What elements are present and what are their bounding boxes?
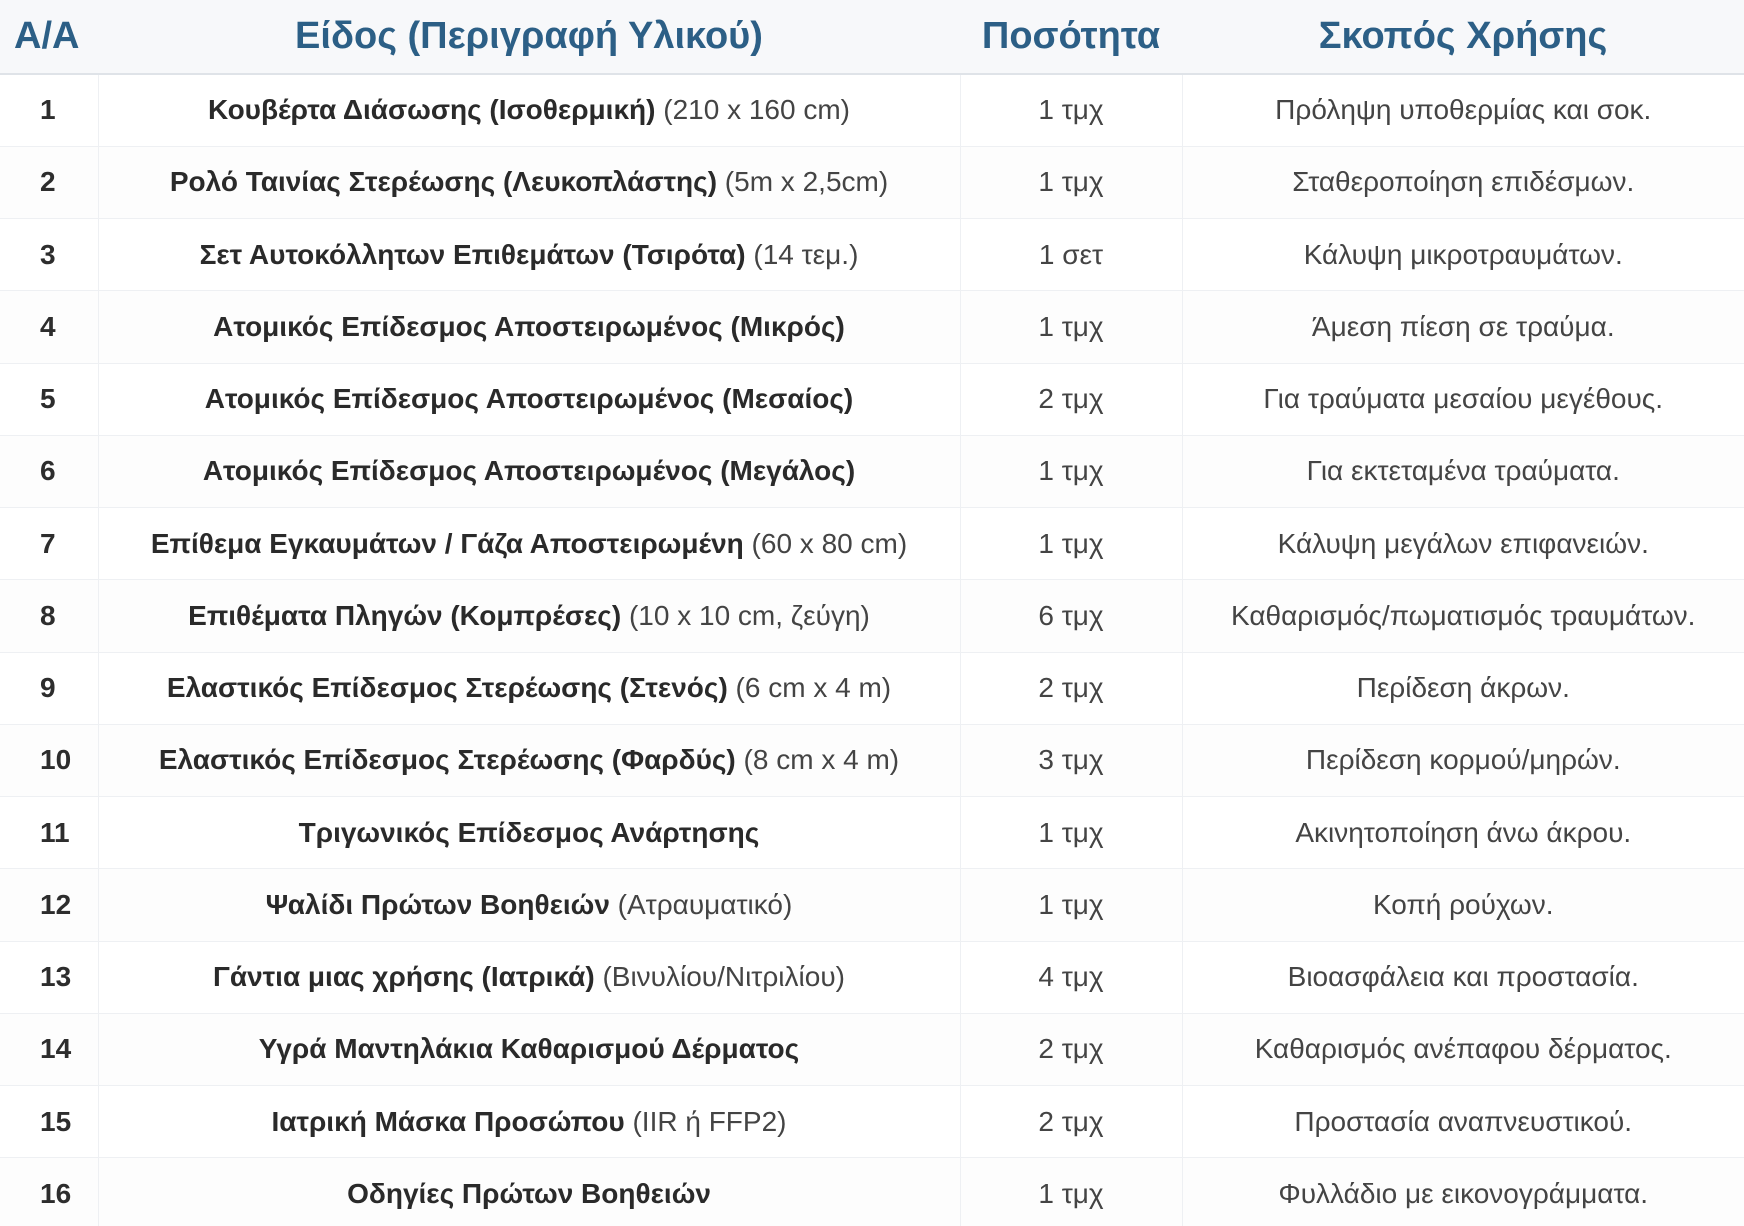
row-number: 9	[0, 652, 98, 724]
item-description-cell	[98, 1013, 960, 1085]
item-detail: (10 x 10 cm, ζεύγη)	[621, 599, 870, 631]
item-quantity: 1 τμχ	[960, 797, 1182, 869]
item-name: Ελαστικός Επίδεσμος Στερέωσης (Φαρδύς)	[158, 744, 736, 776]
item-quantity: 2 τμχ	[960, 652, 1182, 724]
row-number: 3	[0, 219, 98, 291]
table-row	[0, 219, 1744, 291]
item-purpose: Φυλλάδιο με εικονογράμματα.	[1182, 1158, 1744, 1226]
table-row	[0, 363, 1744, 435]
item-name: Ελαστικός Επίδεσμος Στερέωσης (Στενός)	[166, 672, 728, 704]
item-quantity: 3 τμχ	[960, 724, 1182, 796]
table-header	[0, 0, 1744, 74]
item-description-cell	[98, 724, 960, 796]
item-detail: (60 x 80 cm)	[743, 527, 908, 559]
item-purpose: Για τραύματα μεσαίου μεγέθους.	[1182, 363, 1744, 435]
item-quantity: 1 τμχ	[960, 291, 1182, 363]
row-number: 15	[0, 1086, 98, 1158]
item-detail: (Ατραυματικό)	[609, 888, 793, 920]
item-quantity: 2 τμχ	[960, 363, 1182, 435]
item-quantity: 1 τμχ	[960, 74, 1182, 146]
row-number: 2	[0, 146, 98, 218]
item-description-cell	[98, 1086, 960, 1158]
item-purpose: Σταθεροποίηση επιδέσμων.	[1182, 146, 1744, 218]
row-number: 7	[0, 508, 98, 580]
item-description-cell	[98, 219, 960, 291]
item-description-cell	[98, 508, 960, 580]
table-row	[0, 1158, 1744, 1226]
row-number: 16	[0, 1158, 98, 1226]
table-row	[0, 508, 1744, 580]
item-quantity: 1 τμχ	[960, 508, 1182, 580]
item-name: Ψαλίδι Πρώτων Βοηθειών	[265, 888, 610, 920]
item-name: Κουβέρτα Διάσωσης (Ισοθερμική)	[207, 94, 656, 126]
row-number: 5	[0, 363, 98, 435]
item-description-cell	[98, 435, 960, 507]
table-row	[0, 74, 1744, 146]
item-quantity: 4 τμχ	[960, 941, 1182, 1013]
row-number: 6	[0, 435, 98, 507]
header-quantity: Ποσότητα	[960, 0, 1182, 74]
item-description-cell	[98, 941, 960, 1013]
table-row	[0, 291, 1744, 363]
item-name: Τριγωνικός Επίδεσμος Ανάρτησης	[298, 816, 760, 848]
table-row	[0, 1013, 1744, 1085]
item-description-cell	[98, 797, 960, 869]
item-quantity: 2 τμχ	[960, 1086, 1182, 1158]
item-detail: (IIR ή FFP2)	[624, 1105, 787, 1137]
header-item-description: Είδος (Περιγραφή Υλικού)	[98, 0, 960, 74]
item-detail: (Βινυλίου/Νιτριλίου)	[594, 961, 845, 993]
item-name: Επίθεμα Εγκαυμάτων / Γάζα Αποστειρωμένη	[150, 527, 744, 559]
row-number: 13	[0, 941, 98, 1013]
item-purpose: Κάλυψη μεγάλων επιφανειών.	[1182, 508, 1744, 580]
item-description-cell	[98, 652, 960, 724]
table-row	[0, 869, 1744, 941]
table-row	[0, 146, 1744, 218]
item-name: Σετ Αυτοκόλλητων Επιθεμάτων (Τσιρότα)	[199, 238, 746, 270]
row-number: 10	[0, 724, 98, 796]
item-purpose: Για εκτεταμένα τραύματα.	[1182, 435, 1744, 507]
item-purpose: Κάλυψη μικροτραυμάτων.	[1182, 219, 1744, 291]
item-purpose: Άμεση πίεση σε τραύμα.	[1182, 291, 1744, 363]
table-row	[0, 941, 1744, 1013]
item-quantity: 1 τμχ	[960, 435, 1182, 507]
item-name: Ατομικός Επίδεσμος Αποστειρωμένος (Μεγάλος)	[202, 455, 856, 487]
item-purpose: Πρόληψη υποθερμίας και σοκ.	[1182, 74, 1744, 146]
item-purpose: Ακινητοποίηση άνω άκρου.	[1182, 797, 1744, 869]
item-detail: (210 x 160 cm)	[655, 94, 851, 126]
table-row	[0, 652, 1744, 724]
item-description-cell	[98, 291, 960, 363]
item-quantity: 1 σετ	[960, 219, 1182, 291]
item-purpose: Βιοασφάλεια και προστασία.	[1182, 941, 1744, 1013]
item-quantity: 1 τμχ	[960, 1158, 1182, 1226]
item-name: Ατομικός Επίδεσμος Αποστειρωμένος (Μεσαίος)	[204, 383, 854, 415]
item-purpose: Περίδεση κορμού/μηρών.	[1182, 724, 1744, 796]
item-quantity: 2 τμχ	[960, 1013, 1182, 1085]
item-description-cell	[98, 869, 960, 941]
item-quantity: 6 τμχ	[960, 580, 1182, 652]
table-body	[0, 74, 1744, 1226]
table-row	[0, 1086, 1744, 1158]
item-description-cell	[98, 74, 960, 146]
item-name: Ιατρική Μάσκα Προσώπου	[271, 1105, 625, 1137]
item-detail: (5m x 2,5cm)	[717, 166, 889, 198]
header-purpose: Σκοπός Χρήσης	[1182, 0, 1744, 74]
row-number: 4	[0, 291, 98, 363]
table-row	[0, 724, 1744, 796]
item-quantity: 1 τμχ	[960, 869, 1182, 941]
item-description-cell	[98, 1158, 960, 1226]
row-number: 8	[0, 580, 98, 652]
item-name: Υγρά Μαντηλάκια Καθαρισμού Δέρματος	[258, 1033, 800, 1065]
item-purpose: Κοπή ρούχων.	[1182, 869, 1744, 941]
row-number: 11	[0, 797, 98, 869]
item-description-cell	[98, 363, 960, 435]
item-purpose: Καθαρισμός/πωματισμός τραυμάτων.	[1182, 580, 1744, 652]
item-name: Οδηγίες Πρώτων Βοηθειών	[347, 1177, 711, 1209]
item-purpose: Καθαρισμός ανέπαφου δέρματος.	[1182, 1013, 1744, 1085]
item-description-cell	[98, 146, 960, 218]
item-purpose: Προστασία αναπνευστικού.	[1182, 1086, 1744, 1158]
item-name: Επιθέματα Πληγών (Κομπρέσες)	[188, 599, 622, 631]
row-number: 14	[0, 1013, 98, 1085]
item-quantity: 1 τμχ	[960, 146, 1182, 218]
row-number: 12	[0, 869, 98, 941]
item-name: Ρολό Ταινίας Στερέωσης (Λευκοπλάστης)	[169, 166, 718, 198]
item-name: Γάντια μιας χρήσης (Ιατρικά)	[213, 961, 595, 993]
header-row	[0, 0, 1744, 74]
item-purpose: Περίδεση άκρων.	[1182, 652, 1744, 724]
header-number: Α/Α	[0, 0, 98, 74]
item-detail: (8 cm x 4 m)	[735, 744, 900, 776]
item-detail: (6 cm x 4 m)	[727, 672, 892, 704]
item-name: Ατομικός Επίδεσμος Αποστειρωμένος (Μικρός)	[213, 310, 845, 342]
item-detail: (14 τεμ.)	[745, 238, 859, 270]
table-row	[0, 580, 1744, 652]
table-row	[0, 435, 1744, 507]
item-description-cell	[98, 580, 960, 652]
row-number: 1	[0, 74, 98, 146]
table-row	[0, 797, 1744, 869]
